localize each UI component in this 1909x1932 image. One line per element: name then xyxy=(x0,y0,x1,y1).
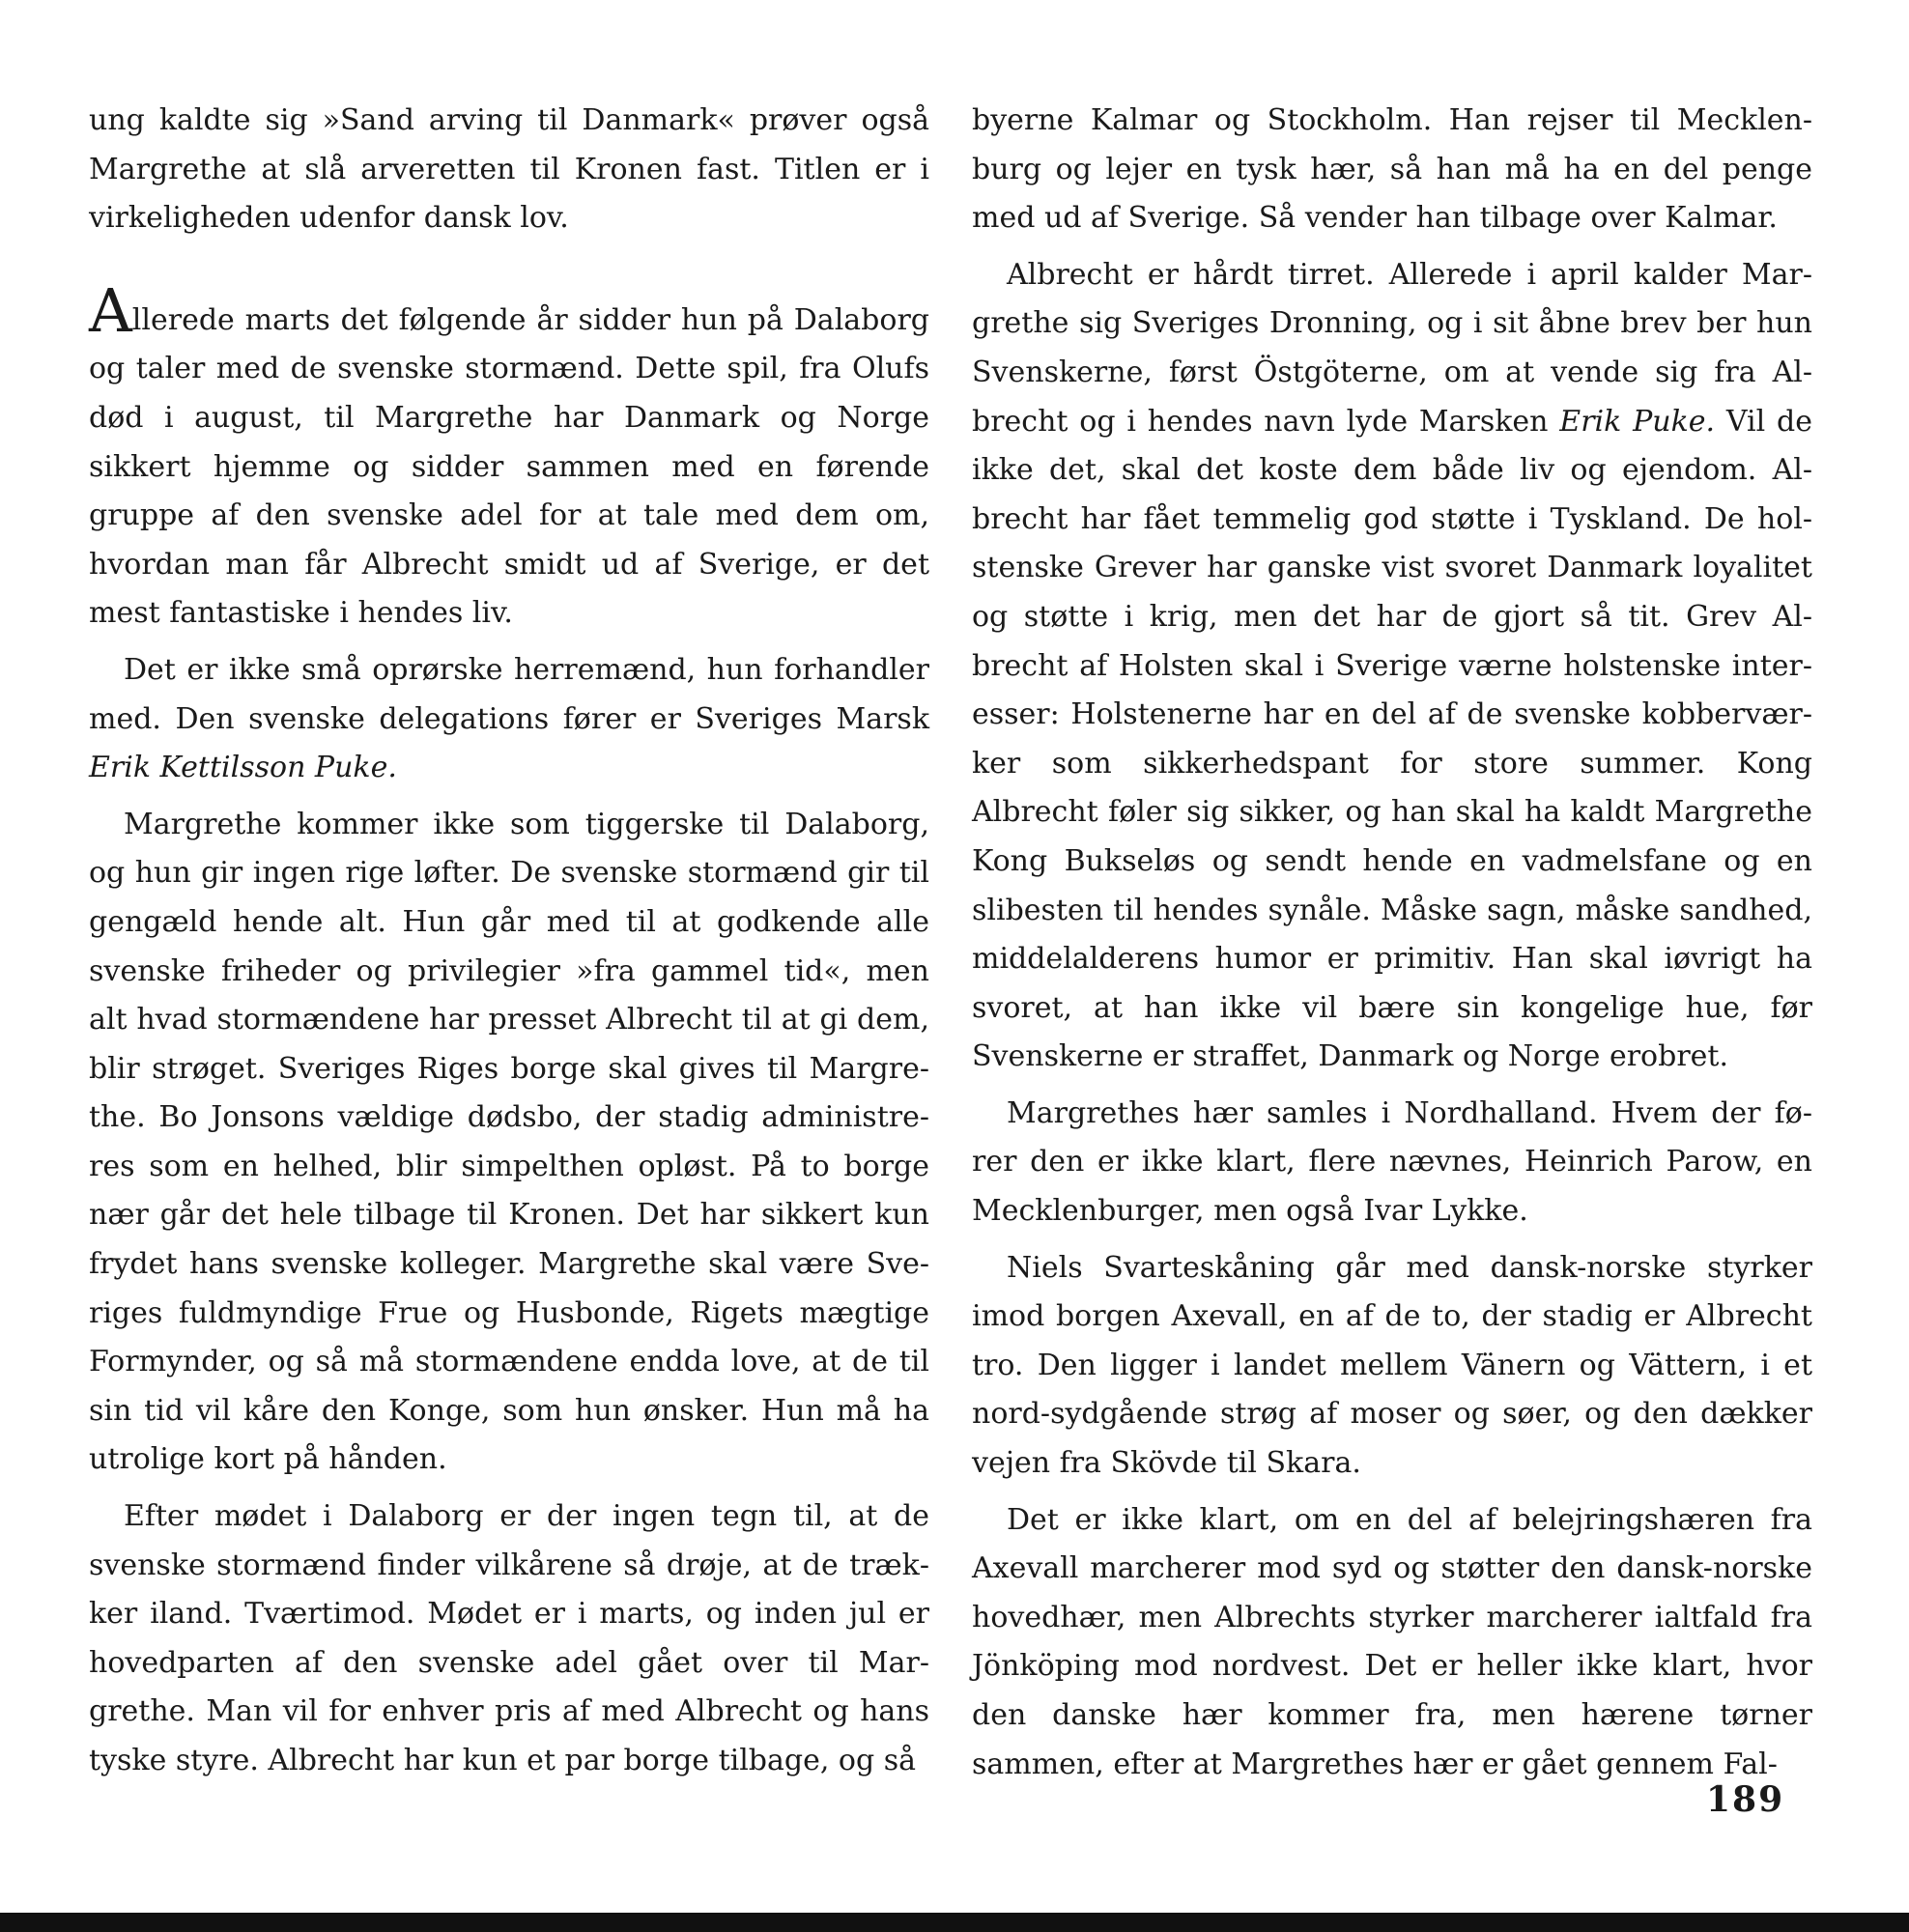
paragraph: Margrethe kommer ikke som tiggerske til Dalaborg, og hun gir ingen rige løfter. De svenske stormænd gir til gengæld hende alt. Hun går med til at godkende alle svenske friheder og privilegier »fra gammel tid«, men alt hvad stormændene har presset Albrecht til at gi dem, blir strøget. Sveriges Riges borge skal gives til Margrethe. Bo Jonsons vældige dødsbo, der stadig administreres som en helhed, blir simpelthen opløst. På to borge nær går det hele tilbage til Kronen. Det har sikkert kun frydet hans svenske kolleger. Margrethe skal være Sveriges fuldmyndige Frue og Husbonde, Rigets mægtige Formynder, og så må stormændene endda love, at de til sin tid vil kåre den Konge, som hun ønsker. Hun må ha utrolige kort på hånden. xyxy=(89,807,929,1477)
paragraph-text: Det er ikke små oprørske herremænd, hun forhandler med. Den svenske delegations fører er Sveriges Marsk xyxy=(89,652,929,736)
paragraph: Margrethes hær samles i Nordhalland. Hvem der fører den er ikke klart, flere nævnes, Heinrich Parow, en Mecklenburger, men også Ivar Lykke. xyxy=(972,1095,1812,1229)
paragraph-with-dropcap xyxy=(89,274,929,639)
page-number: 189 xyxy=(1706,1779,1785,1820)
person-name: Erik Puke. xyxy=(1559,404,1716,439)
drop-cap: A xyxy=(89,274,132,346)
paragraph-text: Vil de ikke det, skal det koste dem både liv og ejendom. Albrecht har fået temmelig god støtte i Tyskland. De holstenske Grever har ganske vist svoret Danmark loyalitet og støtte i krig, men det har de gjort så tit. Grev Albrecht af Holsten skal i Sverige værne holstenske interesser: Holstenerne har en del af de svenske kobberværker som sikkerhedspant for store summer. Kong Albrecht føler sig sikker, og han skal ha kaldt Margrethe Kong Bukseløs og sendt hende en vadmelsfane og en slibesten til hendes synåle. Måske sagn, måske sandhed, middelalderens humor er primitiv. Han skal iøvrigt ha svoret, at han ikke vil bære sin kongelige hue, før Svenskerne er straffet, Danmark og Norge erobret. xyxy=(972,404,1812,1074)
person-name: Erik Kettilsson Puke. xyxy=(89,751,397,785)
scan-edge-bar xyxy=(0,1913,1909,1932)
left-column xyxy=(89,97,929,1786)
paragraph: ung kaldte sig »Sand arving til Danmark« prøver også Margrethe at slå arveretten til Kronen fast. Titlen er i virkeligheden udenfor dansk lov. xyxy=(89,103,929,236)
paragraph xyxy=(972,251,1812,1082)
right-column xyxy=(972,97,1812,1789)
paragraph-text: llerede marts det følgende år sidder hun på Dalaborg og taler med de svenske stormænd. Dette spil, fra Olufs død i august, til Margrethe har Danmark og Norge sikkert hjemme og sidder sammen med en førende gruppe af den svenske adel for at tale med dem om, hvordan man får Albrecht smidt ud af Sverige, er det mest fantastiske i hendes liv. xyxy=(89,302,929,631)
paragraph xyxy=(89,646,929,793)
paragraph: byerne Kalmar og Stockholm. Han rejser til Mecklenburg og lejer en tysk hær, så han må ha en del penge med ud af Sverige. Så vender han tilbage over Kalmar. xyxy=(972,103,1812,236)
paragraph: Efter mødet i Dalaborg er der ingen tegn til, at de svenske stormænd finder vilkårene så drøje, at de trækker iland. Tværtimod. Mødet er i marts, og inden jul er hovedparten af den svenske adel gået over til Margrethe. Man vil for enhver pris af med Albrecht og hans tyske styre. Albrecht har kun et par borge tilbage, og så xyxy=(89,1499,929,1777)
paragraph: Det er ikke klart, om en del af belejringshæren fra Axevall marcherer mod syd og støtter den dansk-norske hovedhær, men Albrechts styrker marcherer ialtfald fra Jönköping mod nordvest. Det er heller ikke klart, hvor den danske hær kommer fra, men hærene tørner sammen, efter at Margrethes hær er gået gennem Fal- xyxy=(972,1502,1812,1781)
paragraph-text: Albrecht er hårdt tirret. Allerede i april kalder Margrethe sig Sveriges Dronning, og i sit åbne brev ber hun Svenskerne, først Östgöterne, om at vende sig fra Albrecht og i hendes navn lyde Marsken xyxy=(972,257,1812,439)
paragraph: Niels Svarteskåning går med dansk-norske styrker imod borgen Axevall, en af de to, der stadig er Albrecht tro. Den ligger i landet mellem Vänern og Vättern, i et nord-sydgående strøg af moser og søer, og den dækker vejen fra Skövde til Skara. xyxy=(972,1250,1812,1481)
